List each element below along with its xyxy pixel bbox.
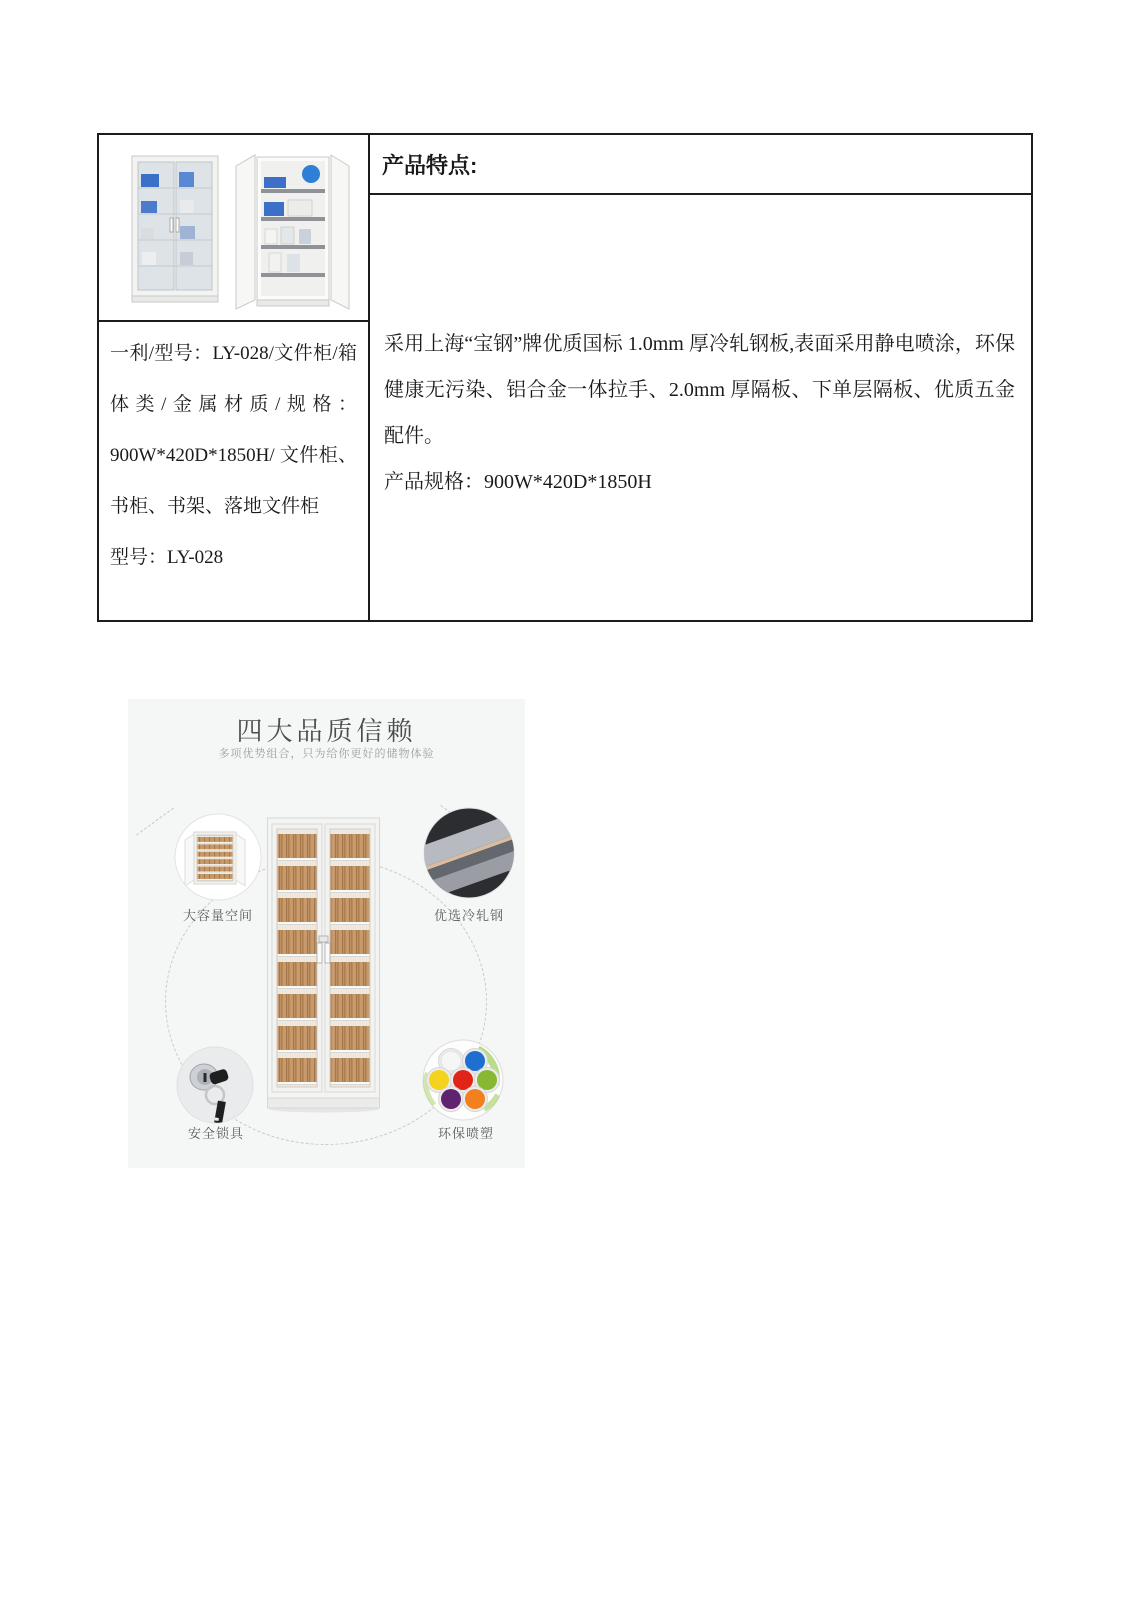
feature-circle-coating bbox=[422, 1039, 504, 1121]
feature-label-lock: 安全锁具 bbox=[187, 1126, 244, 1141]
dashed-line-decoration bbox=[136, 808, 174, 836]
spec-table-right-column bbox=[370, 135, 1031, 620]
feature-circle-steel bbox=[423, 807, 515, 899]
promo-subtitle: 多项优势组合，只为给你更好的储物体验 bbox=[218, 748, 435, 760]
spec-line: 产品规格：900W*420D*1850H bbox=[384, 471, 652, 493]
features-header: 产品特点: bbox=[370, 135, 1031, 195]
left-text-cell bbox=[99, 322, 368, 620]
feature-circle-lock bbox=[176, 1046, 254, 1124]
features-cell bbox=[370, 195, 1031, 620]
closed-cabinet-illustration bbox=[132, 156, 218, 302]
promo-cabinet-illustration bbox=[267, 817, 381, 1113]
feature-label-steel: 优选冷轧钢 bbox=[433, 908, 504, 923]
left-description: 一利/型号：LY-028/文件柜/箱体类/金属材质/规格：900W*420D*1850H/ 文件柜、书柜、书架、落地文件柜 bbox=[110, 343, 357, 517]
model-number: 型号：LY-028 bbox=[110, 547, 224, 568]
promo-banner bbox=[128, 699, 525, 1168]
feature-circle-capacity bbox=[174, 813, 262, 901]
features-text: 采用上海“宝钢”牌优质国标 1.0mm 厚冷轧钢板,表面采用静电喷涂，环保健康无污染、铝合金一体拉手、2.0mm 厚隔板、下单层隔板、优质五金配件。 bbox=[384, 333, 1015, 447]
promo-title: 四大品质信赖 bbox=[236, 716, 417, 746]
open-cabinet-icon bbox=[185, 832, 245, 886]
open-cabinet-illustration bbox=[236, 155, 349, 309]
feature-label-coating: 环保喷塑 bbox=[437, 1126, 494, 1141]
product-spec-table bbox=[97, 133, 1033, 622]
product-photo bbox=[118, 142, 350, 314]
feature-label-capacity: 大容量空间 bbox=[182, 908, 253, 923]
spec-table-left-column bbox=[99, 135, 370, 620]
product-photo-cell bbox=[99, 135, 368, 322]
